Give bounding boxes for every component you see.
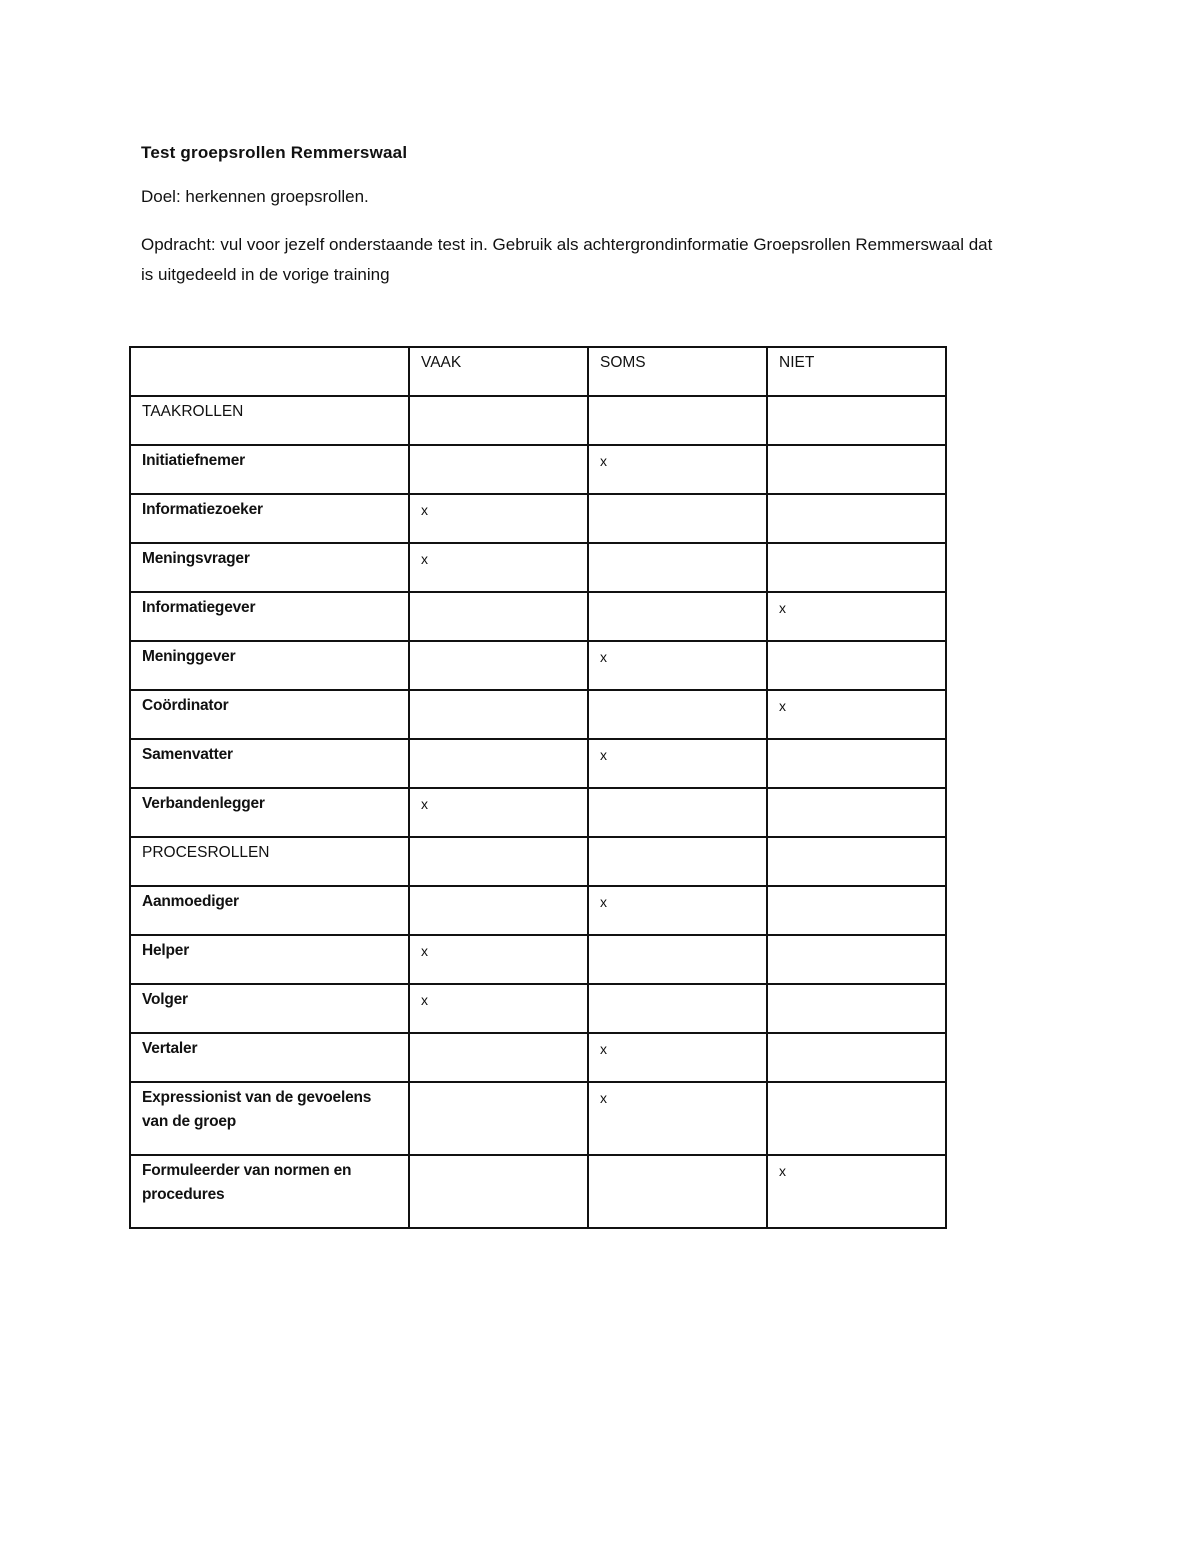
vaak-cell: x — [409, 494, 588, 543]
soms-cell — [588, 396, 767, 445]
niet-cell — [767, 935, 946, 984]
table-row — [130, 1082, 946, 1155]
header-cell-niet: NIET — [767, 347, 946, 396]
niet-cell — [767, 886, 946, 935]
soms-cell — [588, 543, 767, 592]
soms-cell — [588, 984, 767, 1033]
niet-cell — [767, 445, 946, 494]
niet-cell — [767, 1082, 946, 1155]
niet-cell — [767, 837, 946, 886]
table-row — [130, 886, 946, 935]
vaak-cell: x — [409, 788, 588, 837]
vaak-cell — [409, 837, 588, 886]
soms-cell: x — [588, 445, 767, 494]
vaak-cell — [409, 1155, 588, 1228]
niet-cell — [767, 984, 946, 1033]
role-label-cell: Formuleerder van normen en procedures — [130, 1155, 409, 1228]
role-label-cell: Informatiezoeker — [130, 494, 409, 543]
niet-cell — [767, 641, 946, 690]
vaak-cell — [409, 445, 588, 494]
role-label-cell: Initiatiefnemer — [130, 445, 409, 494]
vaak-cell — [409, 739, 588, 788]
vaak-cell — [409, 886, 588, 935]
role-label-cell: Volger — [130, 984, 409, 1033]
table-row — [130, 641, 946, 690]
niet-cell — [767, 543, 946, 592]
header-cell-vaak: VAAK — [409, 347, 588, 396]
table-row — [130, 935, 946, 984]
soms-cell — [588, 592, 767, 641]
vaak-cell — [409, 690, 588, 739]
role-label-cell: Vertaler — [130, 1033, 409, 1082]
table-row — [130, 592, 946, 641]
soms-cell: x — [588, 886, 767, 935]
soms-cell: x — [588, 1033, 767, 1082]
table-row — [130, 984, 946, 1033]
vaak-cell — [409, 592, 588, 641]
soms-cell — [588, 788, 767, 837]
table-row — [130, 494, 946, 543]
niet-cell: x — [767, 690, 946, 739]
vaak-cell: x — [409, 543, 588, 592]
table-row — [130, 1033, 946, 1082]
soms-cell — [588, 935, 767, 984]
table-row — [130, 837, 946, 886]
table-row — [130, 739, 946, 788]
vaak-cell: x — [409, 984, 588, 1033]
role-label-cell: Informatiegever — [130, 592, 409, 641]
role-label-cell: Samenvatter — [130, 739, 409, 788]
niet-cell: x — [767, 1155, 946, 1228]
niet-cell — [767, 494, 946, 543]
vaak-cell — [409, 1082, 588, 1155]
role-label-cell: PROCESROLLEN — [130, 837, 409, 886]
table-row — [130, 788, 946, 837]
niet-cell — [767, 739, 946, 788]
vaak-cell — [409, 641, 588, 690]
soms-cell — [588, 494, 767, 543]
vaak-cell: x — [409, 935, 588, 984]
niet-cell — [767, 396, 946, 445]
table-row — [130, 396, 946, 445]
role-label-cell: Meningsvrager — [130, 543, 409, 592]
role-label-cell: Meninggever — [130, 641, 409, 690]
table-header-row — [130, 347, 946, 396]
soms-cell: x — [588, 1082, 767, 1155]
soms-cell — [588, 1155, 767, 1228]
role-label-cell: TAAKROLLEN — [130, 396, 409, 445]
niet-cell: x — [767, 592, 946, 641]
niet-cell — [767, 788, 946, 837]
role-label-cell: Aanmoediger — [130, 886, 409, 935]
soms-cell: x — [588, 641, 767, 690]
role-label-cell: Coördinator — [130, 690, 409, 739]
role-label-cell: Verbandenlegger — [130, 788, 409, 837]
vaak-cell — [409, 396, 588, 445]
role-label-cell: Expressionist van de gevoelens van de groep — [130, 1082, 409, 1155]
goal-text: Doel: herkennen groepsrollen. — [141, 187, 369, 206]
table-row — [130, 445, 946, 494]
role-label-cell: Helper — [130, 935, 409, 984]
table-row — [130, 543, 946, 592]
vaak-cell — [409, 1033, 588, 1082]
niet-cell — [767, 1033, 946, 1082]
header-cell-empty — [130, 347, 409, 396]
table-row — [130, 1155, 946, 1228]
soms-cell — [588, 690, 767, 739]
header-cell-soms: SOMS — [588, 347, 767, 396]
soms-cell: x — [588, 739, 767, 788]
assignment-text: Opdracht: vul voor jezelf onderstaande test in. Gebruik als achtergrondinformatie Groepsrollen Remmerswaal dat is uitgedeeld in de vorige training — [141, 235, 993, 284]
document-title: Test groepsrollen Remmerswaal — [141, 143, 408, 162]
table-row — [130, 690, 946, 739]
soms-cell — [588, 837, 767, 886]
group-roles-table — [129, 346, 947, 1229]
